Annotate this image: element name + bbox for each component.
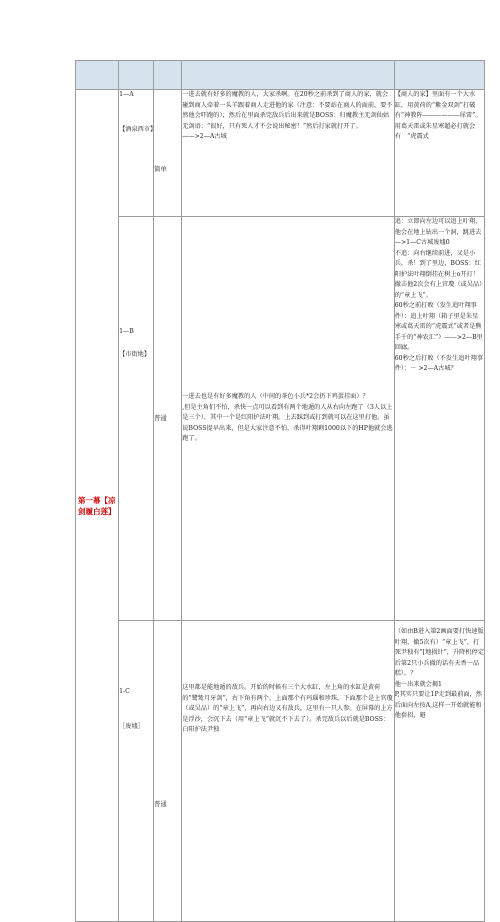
note-text: 追：立即向左边可以追上叶翔，他会在地上钻出一个洞，跳进去—>1—C古城废墟0 不追：向右继续前进，又是小兵，杀！到了里边，BOSS：红阳护法叶翔倒挂在树上o开打！撤击他2次会有上官瓊（或吴品）的“章上飞”。 60秒之前打败（发生追叶翔事件）：追上叶翔（箱子里是朱星寒或葛天雷的“虎震式”或者是熊手千的“神农汇”）——>2—B里回廊。 60秒之后打败（不发生追叶翔事件）：－ >2—A古城？ — [394, 218, 484, 372]
area-code: 1—A — [119, 91, 134, 98]
note-text: （如由B进入第2画面要打快速版叶翔，撤5次有）“章上飞”，打死尹独有“[地损针”，升降机停定后第2只小兵撤的话有天香一品糕）。？ 他一出来就会揭1 P,其实只要让1P走到最前面，然后面向左按A,这样一开始就能和他套招，避 — [394, 628, 484, 719]
area-cell — [119, 621, 154, 922]
level-table — [75, 60, 485, 922]
area-name: 【市街地】 — [119, 350, 151, 358]
area-code: 1-C — [119, 688, 130, 695]
description-cell — [182, 621, 395, 922]
area-name: ［废墟］ — [119, 722, 144, 730]
table-row — [76, 621, 485, 922]
area-cell — [119, 90, 157, 217]
header-cell — [394, 61, 484, 90]
description-cell — [182, 217, 395, 621]
difficulty: 普通 — [154, 414, 167, 422]
area-name: 【酒泉西市】 — [119, 125, 157, 133]
level-name-text: 第一幕【凉剑履白莲】 — [78, 495, 116, 516]
description-text: 一进去就有好多的魔教的人，大家杀啊。在20秒之前杀到了商人的家，就会碰到商人牵着一头羊跟着商人走进他的家（注意：不要站在商人的面前，要不然他会吓跑的），然后在里面杀完敌兵后出来就是BOSS：归魔教主无剑仙姑无剑语：“很好，只有死人才不会说出秘密！”然后打家就打开了。 ——>2—A古城 — [182, 91, 393, 140]
note-text: 【商人的家】里面有一个大水缸，用黄荷的“紫金双剑”打破有“神教阵——————犀雷”。用葛天雷或朱星寒超必打就会有 “虎震式 — [394, 91, 482, 140]
area-code: 1—B — [119, 328, 134, 335]
header-cell — [76, 61, 119, 90]
description-text: 这里都是能地遁的敌兵。开始的时候有三个大水缸，左上角的水缸是黄荷的“鹭鸶月牙剑”，右下角有两个，上面那个有玛瑙和珍珠，下面那个是上官瓊（或吴品）的“章上飞”，再向右边又有敌兵，这里有一只人参。在屏幕的上方是浮沙，会沉下去（用“章上飞”就沉不下去了）。杀完敌兵以后就是BOSS：白阳护法尹独 — [182, 684, 393, 733]
table-header-row — [76, 61, 485, 90]
header-cell — [154, 61, 182, 90]
description-text: 一进去也是有好多魔教的人（中间的茶色小兵*2会扔下鸡蛋挂面）？ ,但是主角们不怕，杀快一点可以看到有两个地遁的人从右向左跑了（3人以上是三个），其中一个是红阳护法叶翔。上去踩到或打到就可以在这里打他。虽说BOSS提早出来，但是大家注意不怕，杀得叶翔剩1000以下的HP他就会逃跑了。 — [182, 393, 393, 443]
note-cell — [394, 217, 484, 621]
level-name — [76, 90, 119, 922]
table-row — [76, 217, 485, 621]
area-cell — [119, 217, 154, 621]
difficulty: 简单 — [154, 166, 167, 173]
note-cell — [394, 621, 484, 922]
description-cell — [182, 90, 395, 217]
header-cell — [119, 61, 154, 90]
note-cell — [394, 90, 484, 217]
difficulty: 普通 — [154, 801, 167, 808]
table-row — [76, 90, 485, 217]
header-cell — [182, 61, 395, 90]
difficulty-cell — [154, 621, 182, 922]
difficulty-cell — [154, 217, 182, 621]
difficulty-cell — [154, 90, 182, 217]
